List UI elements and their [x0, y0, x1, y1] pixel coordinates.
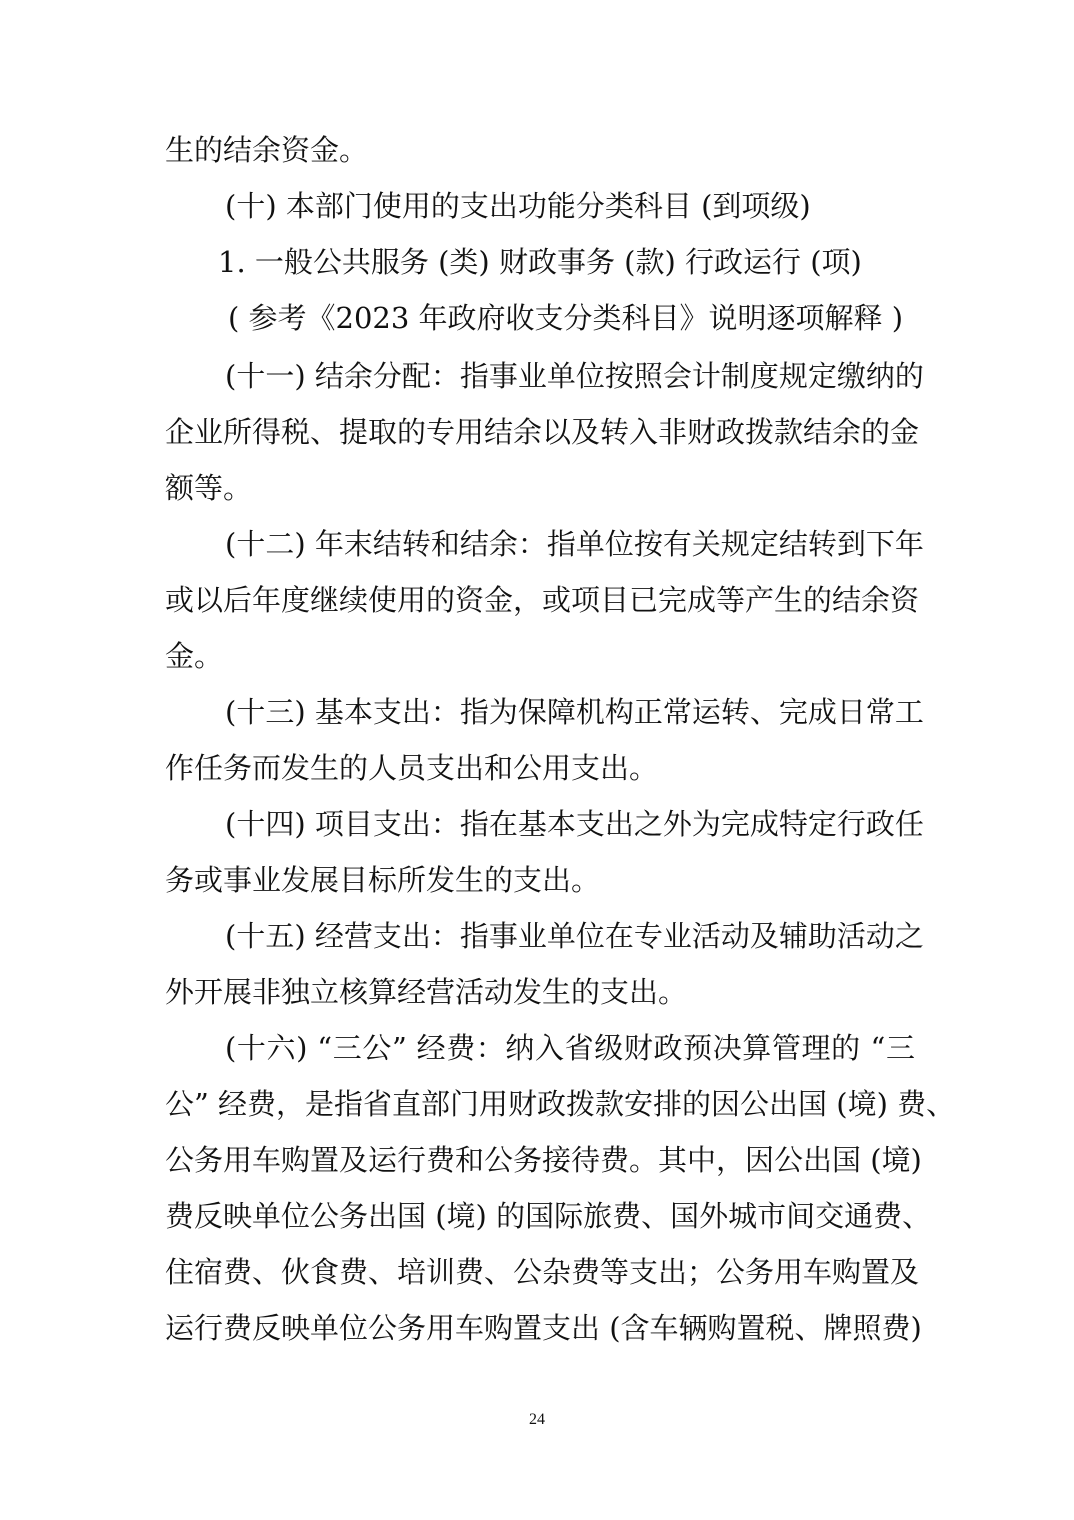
- paragraph-15-line-2: 外开展非独立核算经营活动发生的支出。: [165, 975, 688, 1009]
- paragraph-16-line-5: 住宿费、伙食费、培训费、公杂费等支出；公务用车购置及: [165, 1255, 920, 1289]
- paragraph-16-line-4: 费反映单位公务出国 (境) 的国际旅费、国外城市间交通费、: [165, 1199, 932, 1233]
- subitem-line-1: 1. 一般公共服务 (类) 财政事务 (款) 行政运行 (项): [218, 245, 862, 279]
- paragraph-12-line-2: 或以后年度继续使用的资金，或项目已完成等产生的结余资: [165, 583, 920, 617]
- paragraph-11-line-1: (十一) 结余分配：指事业单位按照会计制度规定缴纳的: [225, 359, 924, 393]
- paragraph-11-line-3: 额等。: [165, 471, 253, 505]
- section-heading-10: (十) 本部门使用的支出功能分类科目 (到项级): [225, 189, 811, 223]
- paragraph-12-line-1: (十二) 年末结转和结余：指单位按有关规定结转到下年: [225, 527, 924, 561]
- paragraph-13-line-2: 作任务而发生的人员支出和公用支出。: [165, 751, 659, 785]
- paragraph-11-line-2: 企业所得税、提取的专用结余以及转入非财政拨款结余的金: [165, 415, 920, 449]
- paragraph-16-line-6: 运行费反映单位公务用车购置支出 (含车辆购置税、牌照费): [165, 1311, 922, 1345]
- paragraph-16-line-2: 公” 经费，是指省直部门用财政拨款安排的因公出国 (境) 费、: [165, 1087, 956, 1121]
- paragraph-12-line-3: 金。: [165, 639, 224, 673]
- paragraph-14-line-1: (十四) 项目支出：指在基本支出之外为完成特定行政任: [225, 807, 924, 841]
- paragraph-16-line-1: (十六) “三公” 经费：纳入省级财政预决算管理的 “三: [225, 1031, 915, 1065]
- paragraph-13-line-1: (十三) 基本支出：指为保障机构正常运转、完成日常工: [225, 695, 924, 729]
- paragraph-15-line-1: (十五) 经营支出：指事业单位在专业活动及辅助活动之: [225, 919, 924, 953]
- paragraph-16-line-3: 公务用车购置及运行费和公务接待费。其中，因公出国 (境): [165, 1143, 922, 1177]
- text-line-1: 生的结余资金。: [165, 133, 369, 167]
- reference-note: ( 参考《2023 年政府收支分类科目》说明逐项解释 ): [228, 301, 904, 335]
- paragraph-14-line-2: 务或事业发展目标所发生的支出。: [165, 863, 601, 897]
- page-number: 24: [529, 1411, 545, 1428]
